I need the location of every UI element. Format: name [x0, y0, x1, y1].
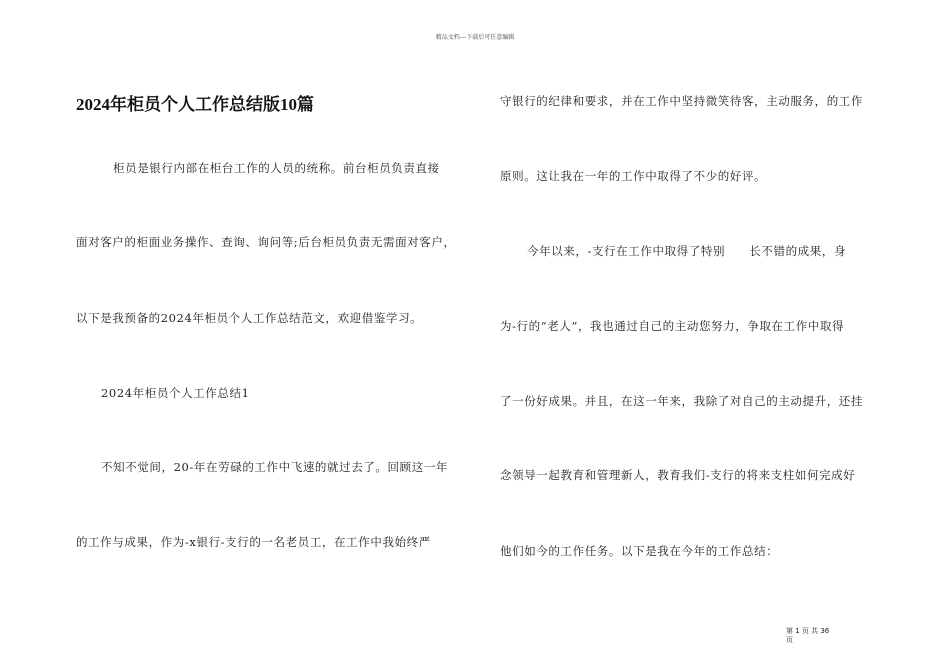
left-paragraph-line: 以下是我预备的2024年柜员个人工作总结范文，欢迎借鉴学习。 [76, 311, 423, 325]
section-heading: 2024年柜员个人工作总结1 [101, 386, 250, 400]
right-paragraph-line: 了一份好成果。并且，在这一年来，我除了对自己的主动提升，还挂 [500, 394, 863, 408]
page-number [786, 627, 834, 645]
document-title: 2024年柜员个人工作总结版10篇 [76, 95, 314, 114]
right-paragraph-line: 守银行的纪律和要求，并在工作中坚持微笑待客，主动服务，的工作 [500, 94, 863, 108]
page-header: 精品文档---下载后可任意编辑 [435, 34, 515, 41]
right-paragraph-line: 他们如今的工作任务。以下是我在今年的工作总结： [500, 544, 779, 558]
page-number-line: 第 1 页 共 36 [786, 627, 830, 635]
right-paragraph-line: 原则。这让我在一年的工作中取得了不少的好评。 [500, 169, 767, 183]
left-paragraph-line: 不知不觉间，20-年在劳碌的工作中飞速的就过去了。回顾这一年 [101, 460, 449, 474]
right-paragraph-line: 念领导一起教育和管理新人，教育我们-支行的将来支柱如何完成好 [500, 468, 856, 482]
left-paragraph-line: 面对客户的柜面业务操作、查询、询问等;后台柜员负责无需面对客户， [76, 235, 456, 249]
right-paragraph-line: 今年以来，-支行在工作中取得了特别 长不错的成果，身 [527, 244, 847, 258]
page-number-line: 页 [786, 636, 793, 644]
left-paragraph-line: 柜员是银行内部在柜台工作的人员的统称。前台柜员负责直接 [113, 161, 440, 175]
right-paragraph-line: 为-行的“老人”，我也通过自己的主动您努力，争取在工作中取得 [500, 319, 845, 333]
left-paragraph-line: 的工作与成果，作为-x银行-支行的一名老员工，在工作中我始终严 [76, 535, 431, 549]
